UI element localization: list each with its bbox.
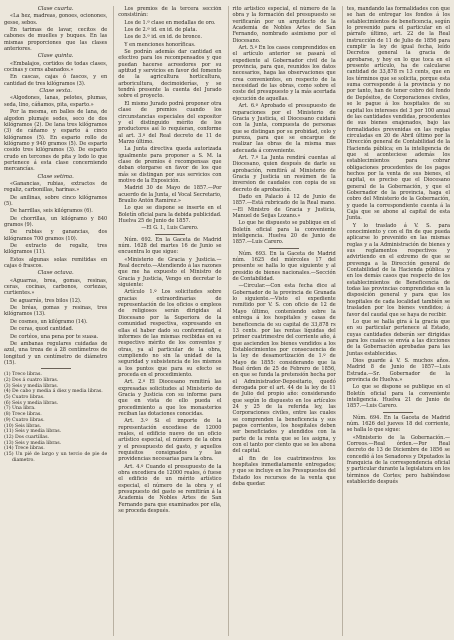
paragraph: Madrid 30 de Mayo de 1857.—Por acuerdo de la Junta, el Vocal Secretario, Braulio Antón Ramírez.» [118, 185, 222, 204]
paragraph: En tarimas de lavar, cecitos de cabones de muelles y buques. En las mismas proporciones que las clases anteriores. [4, 27, 108, 53]
paragraph: De ceras, quod cantidad. [10, 326, 74, 333]
divider [155, 234, 185, 235]
footnotes [4, 372, 107, 463]
paragraph: Lo que se dispone se publique en el Boletín oficial para la conveniente inteligencia. Huelva 21 de Junio de 1857.—Luis Carero. [346, 384, 450, 410]
paragraph: Art. 5.º En los casos comprendidos en el artículo anterior se pasará el expediente al Gobernador civil de la provincia, para que, reunidos los datos necesarios, haga las observaciones que crea convenientes, en respecto de la necesidad de las obras, como sobre el coste del presupuesto y la más acertada ejecución de aquellas. [232, 45, 336, 102]
column-2 [113, 6, 221, 636]
divider [269, 248, 299, 249]
footnote: (15) Un pié de largo y un tercio de pie de diametro. [4, 452, 108, 463]
paragraph: Art. 7.º La Junta rendirá cuentas al Diocesano, quien después de darle su aprobación, remitirá al Ministerio de Gracia y Justicia un resúmen de la inversion de caudales con copia de su decreto de aprobación. [232, 154, 336, 193]
footnote: (6) Seis y media libras. [4, 400, 59, 406]
paragraph: Art. 3.º Si el importe de la representación excediese de 12000 reales, el edificio nuevo de un oficio artístico especial, el número de la obra y el presupuesto del gasto, y aquellos requisitos consignados y las providencias necesarias para la obra. [118, 418, 222, 463]
paragraph: Dios guarde á V. S. muchos años. Madrid 8 de Junio de 1857—Luis Estrada.—Sr. Gobernador de la provincia de Huelva.» [346, 357, 450, 383]
footnote: (13) Seis y media libras. [4, 440, 62, 446]
paragraph: De anilinas, sobre cinco kilógramos (5). [4, 194, 108, 207]
paragraph: La Junta directiva queda autorizada igualmente para proponer a S. M. la clase de premios é recompensas que deban otorgarse en favor de los que más se distingan por sus servicios con motivo de la Exposición. [118, 146, 222, 184]
paragraph: Los de 3.ª id. en id. de bronce. [124, 34, 202, 41]
section-heading: Clase setima. [37, 173, 74, 180]
text-columns [4, 6, 450, 636]
column-3 [228, 6, 336, 636]
divider [383, 412, 413, 413]
footnote: (10) Seis libras. [4, 423, 42, 429]
paragraph: De extracto de regaliz, tres kilógramos (11). [4, 243, 108, 256]
signature: —El G. I., Luis Carero. [141, 225, 199, 232]
paragraph: De rubias y ganancias, dos kilógramos 700 gramos (10). [4, 229, 108, 242]
paragraph: Y lo traslado á V. S. para conocimiento y con el fin de que pueda aplicarse lo prevenido en las mismas reglas y a la Administración de bienes y sus reglamentos respectivos y advirtiendo en el extremo de que se prevenga a la Dirección general de Contabilidad de la Hacienda pública y en los demás casos que respecto de los establecimientos de Beneficencia de todas las provincias comprendidas en la disposición general y para que los hospitales de cada localidad también se trasladen por los bienes vendidos; á favor del caudal que se haya de recibir. [346, 222, 450, 318]
paragraph: «Ministerio de Gracia y Justicia.—Real decreto.—Atendiendo á las razones que me ha expuesto el Ministro de Gracia y Justicia, Vengo en decretar lo siguiente: [118, 256, 222, 289]
paragraph: al fin de los cuatrimestres los hospitales inmediatamente entregados; y que se incluye en los Presupuestos del Estado los recursos de la venta que deba quedar. [232, 455, 336, 488]
paragraph: tes, mandando las formalidades con que se han de entregar los fondos á los establecimientos de beneficencia, según lo prevenido para el particular en el párrafo último, art. 22 de la Real instrucción de 11 de Julio de 1856 para cumplir la ley de igual fecha, leído Decretos general la gracia de aprobarse, y hoy en lo que toca en el presente artículo, ha de calcularse cantidad de 33,878 rs 13 cents, que en los términos que se solicita, porque esta suma corresponde á la provincia y no por tanto, han de tener cobro del fondo de Depósitos, de Corporaciones civiles, se le pague á los hospitales de su capital los intereses del 3 por 100 anual de las cantidades vendidas, procedentes de sus bienes enajenados, bajo las formalidades prevenidas en las reglas circuladas en 20 de Abril último por la Dirección general de Contabilidad de la Hacienda pública; en la inteligencia de que si aconteciese además los establecimientos para cobrar obligaciones procedentes de los pagos hechos por la venta de sus bienes, el capital, es preciso que el Diocesano general de la Gobernación, y que el Gobernador de la provincia, haga el cobro del Ministerio de la Gobernación, y quede la correspondiente cuenta á la Caja que se abone al capital de esta Junta. [346, 6, 450, 222]
footnote: (4) De cabo y media á diez y media libras. [4, 389, 103, 395]
footnote: (2) Dos á cuatro libras. [4, 377, 59, 383]
article-heading: Núm. 694. En la Gaceta de Madrid núm. 1626 del jueves 18 del corriente, se halla lo que sigue: [346, 414, 450, 434]
paragraph: Lo que se dispone se inserte en el Boletín oficial para la debida publicidad. Huelva 25 de Junio de 1857. [118, 205, 222, 224]
paragraph: Y en menciones honoríficas. [124, 41, 196, 48]
footnote: (1) Treco libras. [4, 372, 42, 378]
paragraph: De cortéos, una pena por te suasa. [10, 333, 99, 340]
paragraph: Dado en Palacio á 12 de Junio de 1857.—Está rubricado de la Real mano.—El Ministro de Gracia y Justicia, Manuel de Seijas Lozano.» [232, 193, 336, 219]
paragraph: Art. 2.º El Diocesano remitirá las expresadas solicitudes al Ministerio de Gracia y Justicia con su informe para que en vista de ello pueda el procedimiento a que los monasterios reciban las dotaciones conocidas. [118, 379, 222, 417]
footnote: (11) Seis y media libras. [4, 429, 62, 435]
paragraph: «Ganancias, rubias, extractos de regaliz, carbonillas, harinas.» [4, 180, 108, 194]
column-1 [4, 6, 107, 636]
section-heading: Clase sexta. [39, 88, 72, 95]
section-heading: Clase octava. [37, 270, 74, 277]
section-heading: Clase quinta. [37, 53, 74, 60]
paragraph: rito artístico especial, el número de la obra y la formación del presupuesto se verificarán por un arquitecto de la Academia de Nobles Artes de San Fernando, nombrado asimismo por el Diocesano. [232, 6, 336, 44]
paragraph: Artículo 1.º Los solicitudes sobre gracias extraordinarias de representación de los oficios o empleos de religiosos serán dirigidas al Diocesano por la Superiora de la comunidad respectiva, expresando en ellas el haber dado su conformidad, e informes de las mismas recibidas en su respectivo mérito de los conventos y otras, ya al particular de la obra, cumpliendo no sin la unidad de la seguridad y subsistencia de los mismos a los puntos que para su efecto se proceda en el procedimiento. [118, 289, 222, 378]
paragraph: Art. 6.º Aprobado el presupuesto de reparaciones por el Ministerio de Gracia y Justicia, el Diocesano cuidará con la Junta, compuesta de personas que se distingan por su probidad, celo y pureza, para que se encargue de realizar las obras de la misma mas adecuada á conveniente. [232, 103, 336, 154]
paragraph: «La hez, madreas, gonoes, ocionones, gesse, sebos. [4, 13, 108, 26]
paragraph: «Algodones, lanas, pelotes, plumas, seda, lino, cáñamos, pita, esparto.» [4, 95, 108, 108]
divider [41, 368, 71, 369]
footnote: (9) Cuatro libras. [4, 417, 45, 423]
paragraph: De chorrillas, un kilógramo y 840 gramos (9). [4, 215, 108, 228]
footnote: (14) Trece libras. [4, 446, 45, 452]
paragraph: Estos algunas solas remitidas en cajas ó frascos. [4, 256, 108, 270]
paragraph: De harrillas, seis kilógramos (6). [10, 208, 93, 215]
paragraph: «Embalajos, cortidos de todas clases, cocinas y cerns abanados.» [4, 60, 108, 74]
footnote: (3) Seis y media libras. [4, 383, 59, 389]
footnote: (8) Trece libras. [4, 412, 42, 418]
paragraph: En cascas, cajas ó fascos, y en cantidad de tres kilógramos (3). [4, 74, 108, 87]
paragraph: Los de 2.ª id. en id. de plata. [124, 27, 198, 34]
column-4 [342, 6, 450, 636]
paragraph: Lo que se halla gira á la gracia que en su particular pertenece al Estado, cuyas cantidades deberán ser dirigidas para los cuales se envía a las dicciones de la Gobernación aprobadas para las Juntas establecidas. [346, 318, 450, 357]
paragraph: Lo que he dispuesto se publique en el Boletín oficial para la conveniente inteligencia. Huelva 20 de Junio de 1857.—Luis Carero. [232, 220, 336, 246]
paragraph: De bréas, gomas y resinas, tres kilógramos (13). [4, 305, 108, 318]
footnote: (5) Cuatro libras. [4, 395, 45, 401]
paragraph: Los premios de la tercera sección consistirán: [118, 6, 222, 19]
paragraph: De cosmes, un kilógramo (14). [10, 318, 88, 325]
article-heading: Núm. 692. En la Gaceta de Madrid núm. 1628 del martes 16 de Junio se encuentra lo que sigue: [118, 236, 222, 256]
paragraph: —Circular.—Con esta fecha dice al Gobernador de la provincia de Granada lo siguiente.—Visto el expediente remitido por V. S. con oficio de 12 de Mayo último, conteniendo sobre la entrega á los hospitales y casas de beneficencia de su capital de 33,878 rs 13 cents. por las rentas líquidas del primer cuatrimestre del corriente año, á que ascienden los bienes vendidos a los Establecimientos por consecuencia de la ley de desamortización de 1.º de Mayo de 1855: considerando que la Real órden de 25 de Febrero de 1856, en que se funda la pretensión hecha por el Administrador-Depositario, quedó derogada por el art. 44 de la ley de 11 de Julio del propio año: considerando que según lo dispuesto en los artículos 24 y 25 de la referida ley, las Corporaciones civiles, entre las cuales se comprenden la beneficencia y sus pagos corrientes, los hospitales deben ser beneficiados y atendidos con la parte de la renta que se les asigna, y con el tanto por ciento que se les abona del capital. [232, 283, 336, 455]
paragraph: «Aguarras, brea, gomas, resinas, ceras, cocinas, carbonos, cortezas, curtientes.» [4, 277, 108, 297]
paragraph: Se podrán además dar cantidad en efectivo para los recompensados y que puedan hacerse acreedores por su aptitud y servicios en favor del fomento de la agricultura horticultura, arboricultura, decimoiderías, y se tendrá presente la cuenta del Jurado sobre el proyecto. [118, 49, 222, 100]
footnote: (7) Una libra. [4, 406, 36, 412]
paragraph: Los de 1.ª clase en medallas de oro. [124, 19, 216, 26]
article-heading: Núm. 693. En la Gaceta de Madrid núm. 1625 del miércoles 17 del presente se halla lo que siguiente y al presidio de bienes nacionales.—Sección de Contabilidad. [232, 250, 336, 283]
paragraph: De aguarrás, tres bilos (12). [10, 297, 82, 304]
paragraph: Art. 4.º Cuando el presupuesto de la obra excediera de 12000 reales, ó fuese el edificio de un mérito artístico especial, el número de la obra y el presupuesto del gasto se remitirán á la Academia de Nobles Artes de San Fernando para que examinados por ella, se proceda después. [118, 463, 222, 515]
paragraph: «Ministerio de la Gobernación.—Correos.—Real órden.—Por Real decreto de 13 de Diciembre de 1856 se concedió á los Senadores y Diputados la franquicia de la correspondencia oficial y particular durante la legislatura en los términos de Cortes; pero habiéndose establecido después [346, 434, 450, 486]
paragraph: Por la mesma, en balles de lana, de algodon plumaje sedes, seco de dos kilógramos (2). De lana tres kilógramos (3) de cáñamo y esparto á cinco kilógramos (5). En espario rollo de kilógramo y 940 gramos (5). De esparto cosido tres kilógramos (3). De esparto crudo en tercones de pita y lodo lo que pertenece á esta clase concerniendo mercancías. [4, 109, 108, 173]
paragraph: De ambanas regulares cuidadas de azul, una troza de á 28 centímetros de longitud y un centímetro de diámetro (15). [4, 340, 108, 366]
section-heading: Clase cuarta. [37, 6, 74, 12]
footnote: (12) Dos cuartillas. [4, 434, 49, 440]
paragraph: El mismo Jurado podrá proponer otra clase de premios cuando los circunstancias especiales del expositor y el distinguido mérito de los productores así lo requieran, conforme al art. 3.º del Real decreto de 11 de Marzo último. [118, 100, 222, 145]
